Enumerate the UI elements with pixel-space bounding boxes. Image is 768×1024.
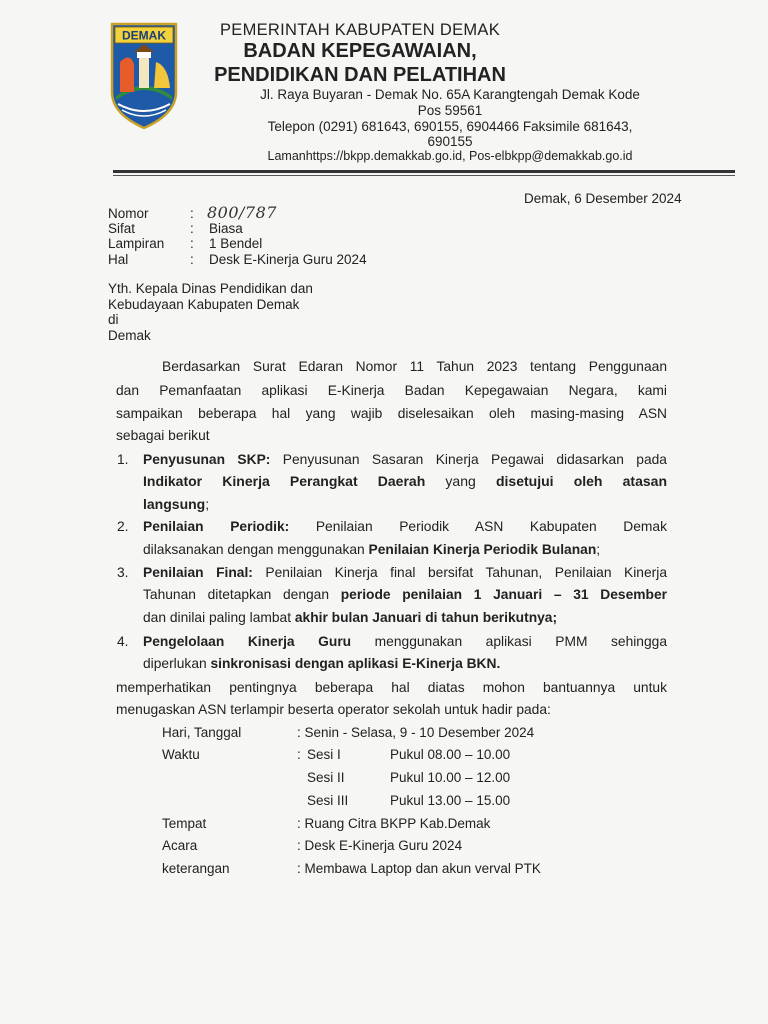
letter-date: Demak, 6 Desember 2024: [524, 191, 682, 206]
phone-line: Telepon (0291) 681643, 690155, 6904466 Faksimile 681643,: [267, 119, 633, 134]
item4-text1: menggunakan aplikasi PMM sehingga: [351, 634, 667, 649]
item3-text3: dan dinilai paling lambat: [143, 610, 295, 625]
item3-line2: [143, 587, 667, 602]
recipient-line4: Demak: [108, 328, 151, 343]
address-line2: Pos 59561: [417, 103, 483, 118]
item2-bold2: Penilaian Kinerja Periodik Bulanan: [368, 542, 597, 557]
item2-title: Penilaian Periodik:: [143, 519, 290, 534]
item4-bold2: sinkronisasi dengan aplikasi E-Kinerja BKN.: [210, 656, 501, 671]
government-name: PEMERINTAH KABUPATEN DEMAK: [219, 21, 501, 39]
tempat-label: Tempat: [162, 816, 207, 831]
sifat-colon: :: [190, 221, 194, 236]
item1-bold2: Indikator Kinerja Perangkat Daerah: [143, 473, 426, 489]
lampiran-colon: :: [190, 236, 194, 251]
emblem-text: DEMAK: [122, 28, 166, 43]
item-number-3: 3.: [117, 565, 129, 580]
item3-text2: Tahunan ditetapkan dengan: [143, 587, 341, 602]
hal-value: Desk E-Kinerja Guru 2024: [209, 252, 367, 267]
closing-line1: memperhatikan pentingnya beberapa hal diatas mohon bantuannya untuk: [116, 680, 667, 695]
item2-text1: Penilaian Periodik ASN Kabupaten Demak: [289, 519, 667, 534]
waktu-label: Waktu: [162, 747, 200, 762]
intro-line3: sampaikan beberapa hal yang wajib diselesaikan oleh masing-masing ASN: [116, 406, 667, 421]
item1-text3: ;: [205, 496, 210, 512]
item-number-2: 2.: [117, 519, 129, 534]
nomor-value-handwritten: 800/787: [207, 203, 277, 222]
item3-bold3: akhir bulan Januari di tahun berikutnya;: [294, 610, 558, 625]
nomor-label: Nomor: [108, 206, 149, 221]
hari-tanggal-value: : Senin - Selasa, 9 - 10 Desember 2024: [297, 725, 535, 740]
intro-line1: Berdasarkan Surat Edaran Nomor 11 Tahun 2023 tentang Penggunaan: [162, 359, 667, 374]
lampiran-value: 1 Bendel: [209, 236, 263, 251]
item1-bold3: disetujui oleh atasan: [495, 473, 668, 489]
intro-line4: sebagai berikut: [116, 428, 210, 443]
recipient-line1: Yth. Kepala Dinas Pendidikan dan: [108, 281, 313, 296]
item2-line2: [143, 542, 667, 557]
item3-line1: [143, 565, 667, 580]
sesi1-label: Sesi I: [307, 747, 341, 762]
item1-text1: Penyusunan Sasaran Kinerja Pegawai didasarkan pada: [270, 452, 667, 467]
item1-line2: [143, 473, 667, 489]
recipient-line2: Kebudayaan Kabupaten Demak: [108, 297, 300, 312]
lampiran-label: Lampiran: [108, 236, 165, 251]
item4-line2: [143, 656, 667, 671]
phone-line-cont: 690155: [427, 134, 473, 149]
letterhead-rule-thick: [113, 170, 735, 173]
item1-bold4: langsung: [143, 496, 206, 512]
hal-label: Hal: [108, 252, 129, 267]
recipient-line3: di: [108, 312, 119, 327]
item2-text2: dilaksanakan dengan menggunakan: [143, 542, 369, 557]
sifat-label: Sifat: [108, 221, 136, 236]
sesi2-label: Sesi II: [307, 770, 345, 785]
item4-title: Pengelolaan Kinerja Guru: [143, 634, 352, 649]
waktu-colon: :: [297, 747, 301, 762]
hari-tanggal-label: Hari, Tanggal: [162, 725, 242, 740]
tempat-value: : Ruang Citra BKPP Kab.Demak: [297, 816, 491, 831]
nomor-colon: :: [190, 206, 194, 221]
keterangan-value: : Membawa Laptop dan akun verval PTK: [297, 861, 541, 876]
sesi1-time: Pukul 08.00 – 10.00: [390, 747, 511, 762]
agency-name-line2: PENDIDIKAN DAN PELATIHAN: [214, 64, 506, 86]
item-number-4: 4.: [117, 634, 129, 649]
sesi3-label: Sesi III: [307, 793, 349, 808]
item3-title: Penilaian Final:: [143, 565, 253, 580]
acara-label: Acara: [162, 838, 198, 853]
agency-name-line1: BADAN KEPEGAWAIAN,: [243, 40, 477, 62]
item1-title: Penyusunan SKP:: [143, 452, 271, 467]
address-line1: Jl. Raya Buyaran - Demak No. 65A Karangtengah Demak Kode: [260, 87, 640, 102]
intro-line2: dan Pemanfaatan aplikasi E-Kinerja Badan Kepegawaian Negara, kami: [116, 383, 667, 398]
item3-line3: [143, 610, 667, 625]
item3-bold2: periode penilaian 1 Januari – 31 Desember: [340, 587, 667, 602]
acara-value: : Desk E-Kinerja Guru 2024: [297, 838, 463, 853]
hal-colon: :: [190, 252, 194, 267]
keterangan-label: keterangan: [162, 861, 230, 876]
sesi3-time: Pukul 13.00 – 15.00: [390, 793, 511, 808]
item1-line1: [143, 452, 667, 467]
sifat-value: Biasa: [209, 221, 243, 236]
item1-text2: yang: [425, 473, 496, 489]
item3-text1: Penilaian Kinerja final bersifat Tahunan, Penilaian Kinerja: [252, 565, 667, 580]
item1-line3: [143, 496, 667, 512]
sesi2-time: Pukul 10.00 – 12.00: [390, 770, 511, 785]
item4-text2: diperlukan: [143, 656, 211, 671]
closing-line2: menugaskan ASN terlampir beserta operator sekolah untuk hadir pada:: [116, 702, 551, 717]
letterhead-rule-thin: [113, 175, 735, 176]
item2-text3: ;: [596, 542, 601, 557]
item2-line1: [143, 519, 667, 534]
website-email-line: Lamanhttps://bkpp.demakkab.go.id, Pos-elbkpp@demakkab.go.id: [267, 149, 633, 163]
item-number-1: 1.: [117, 452, 129, 467]
item4-line1: [143, 634, 667, 649]
